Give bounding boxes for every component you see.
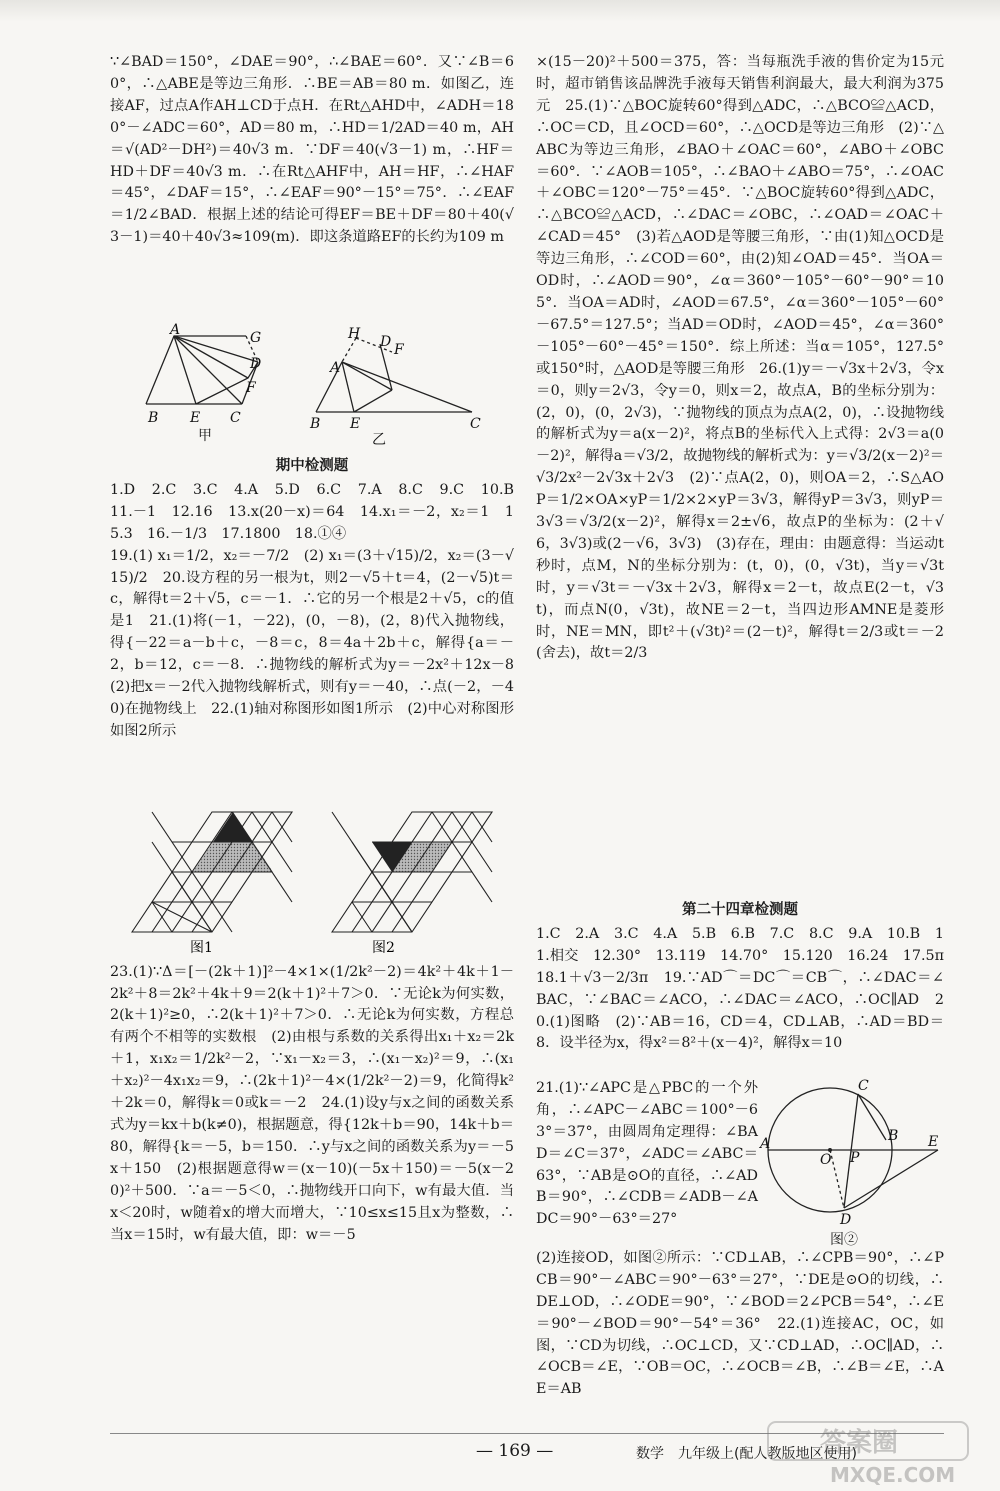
circle-label-E: E (928, 1133, 939, 1150)
circle-label-D: D (840, 1211, 852, 1228)
figure-caption-jia: 甲 (198, 428, 212, 444)
label-F2: F (394, 342, 404, 358)
answer-text-block: ∵∠BAD＝150°，∠DAE＝90°，∴∠BAE＝60°．又∵∠B＝60°，∴△ABE是等边三角形．∴BE＝AB＝80 m．如图乙，连接AF，过点A作AH⊥CD于点H．在Rt△AHD中，∠ADH＝180°－∠ADC＝60°，AD＝80 m，∴HD＝1/2AD＝40 m，AH＝√(AD²－DH²)＝40√3 m．∵DF＝40(√3－1) m，∴HF＝HD＋DF＝40√3 m．∴在Rt△AHF中，AH＝HF，∴∠HAF＝45°，∠DAF＝15°，∴∠EAF＝90°－15°＝75°．∴∠EAF＝1/2∠BAD．根据上述的结论可得EF＝BE＋DF＝80＋40(√3－1)＝40＋40√3≈109(m)．即这条道路EF的长约为109 m (110, 54, 514, 246)
label-E: E (190, 410, 201, 426)
label-D: D (250, 356, 262, 372)
answer-key-block-2: 1.C 2.A 3.C 4.A 5.B 6.B 7.C 8.C 9.A 10.B 11.相交 12.30° 13.119 14.70° 15.120 16.24 17.5π 18.1＋√3－2/3π 19.∵AD⌒＝DC⌒＝CB⌒，∴∠DAC＝∠BAC，∵∠BAC＝∠ACO，∴∠DAC＝∠ACO，∴OC∥AD 20.(1)图略 (2)∵AB＝16，CD＝4，CD⊥AB，∴AD＝BD＝8．设半径为x，得x²＝8²＋(x－4)²，解得x＝10 (536, 925, 959, 1052)
answer-text-block-21: 21.(1)∵∠APC是△PBC的一个外角，∴∠APC－∠ABC＝100°－63°＝37°，由圆周角定理得：∠BAD＝∠C＝37°，∠ADC＝∠ABC＝63°，∵AB是⊙O的直径，∴∠ADB＝90°，∴∠CDB＝∠ADB－∠ADC＝90°－63°＝27° (536, 1079, 758, 1228)
footer-subject-text: 数学 九年级上(配人教版地区使用) (636, 1446, 857, 1462)
figure-grids (110, 810, 514, 960)
figure-jia-yi (110, 322, 514, 454)
figure-caption-2: 图2 (372, 939, 395, 956)
label-B2: B (310, 416, 321, 432)
section-title-midterm: 期中检测题 (275, 458, 349, 474)
answer-text-block-24-26: ×(15－20)²＋500＝375，答：当每瓶洗手液的售价定为15元时，超市销售该品牌洗手液每天销售利润最大，最大利润为375元 25.(1)∵△BOC旋转60°得到△ADC，∴△BCO≌△ACD，∴OC＝CD，且∠OCD＝60°，∴△OCD是等边三角形 (2)∵△ABC为等边三角形，∠BAO＋∠OAC＝60°，∠ABO＋∠OBC＝60°．∵∠AOB＝105°，∴∠BAO＋∠ABO＝75°，∴∠OAC＋∠OBC＝120°－75°＝45°．∵△BOC旋转60°得到△ADC，∴△BCO≌△ACD，∴∠DAC＝∠OBC，∴∠OAD＝∠OAC＋∠CAD＝45° (3)若△AOD是等腰三角形，∵由(1)知△OCD是等边三角形，∴∠COD＝60°，由(2)知∠OAD＝45°．当OA＝OD时，∴∠AOD＝90°，∠α＝360°－105°－60°－90°＝105°．当OA＝AD时，∠AOD＝67.5°，∠α＝360°－105°－60°－67.5°＝127.5°；当AD＝OD时，∠AOD＝45°，∠α＝360°－105°－60°－45°＝150°．综上所述：当α＝105°，127.5°或150°时，△AOD是等腰三角形 26.(1)y＝－√3x＋2√3，令x＝0，则y＝2√3，令y＝0，则x＝2，故点A，B的坐标分别为：(2，0)，(0，2√3)，∵抛物线的顶点为点A(2，0)，∴设抛物线的解析式为y＝a(x－2)²，将点B的坐标代入上式得：2√3＝a(0－2)²，解得a＝√3/2，故抛物线的解析式为：y＝√3/2(x－2)²＝√3/2x²－2√3x＋2√3 (2)∵点A(2，0)，则OA＝2，∴S△AOP＝1/2×OA×yP＝1/2×2×yP＝3√3，解得yP＝3√3，则yP＝3√3＝√3/2(x－2)²，解得x＝2±√6，故点P的坐标为：(2＋√6，3√3)或(2－√6，3√3) (3)存在，理由：由题意得：当运动t秒时，点M，N的坐标分别为：(t，0)，(0，√3t)，当y＝√3t时，y＝√3t＝－√3x＋2√3，解得x＝2－t，故点E(2－t，√3t)，而点N(0，√3t)，故NE＝2－t，当四边形AMNE是菱形时，NE＝MN，即t²＋(√3t)²＝(2－t)²，解得t＝2/3或t＝－2(舍去)，故t＝2/3 (536, 54, 944, 662)
circle-label-B: B (888, 1127, 899, 1144)
page-number: — 169 — (476, 1441, 554, 1461)
figure-caption-1: 图1 (190, 939, 213, 956)
figure-circle-caption: 图② (830, 1231, 858, 1248)
circle-label-C: C (858, 1077, 869, 1094)
answer-text-block-21b-22: (2)连接OD，如图②所示：∵CD⊥AB，∴∠CPB＝90°，∴∠PCB＝90°－∠ABC＝90°－63°＝27°，∵DE是⊙O的切线，∴DE⊥OD，∴∠ODE＝90°，∵∠BOD＝2∠PCB＝54°，∴∠E＝90°－∠BOD＝90°－54°＝36° 22.(1)连接AC，OC，如图，∵CD为切线，∴OC⊥CD，又∵CD⊥AD，∴OC∥AD，∴∠OCB＝∠E，∵OB＝OC，∴∠OCB＝∠B，∴∠B＝∠E，∴AE＝AB (536, 1249, 944, 1398)
label-C: C (230, 410, 241, 426)
q21-with-figure (536, 1078, 944, 1248)
watermark-text: 答案圈 (820, 1428, 899, 1458)
label-F: F (246, 380, 256, 396)
grid-figure-2 (332, 812, 492, 956)
grid-figure-1 (132, 812, 292, 956)
right-column (536, 52, 959, 1423)
answer-text-block-19-22: 19.(1) x₁＝1/2，x₂＝－7/2 (2) x₁＝(3＋√15)/2，x₂＝(3－√15)/2 20.设方程的另一根为t，则2－√5＋t＝4，(2－√5)t＝c，解得t＝2＋√5，c＝－1．∴它的另一个根是2＋√5，c的值是1 21.(1)将(－1，－22)，(0，－8)，(2，8)代入抛物线，得{－22＝a－b＋c，－8＝c，8＝4a＋2b＋c，解得{a＝－2，b＝12，c＝－8．∴抛物线的解析式为y＝－2x²＋12x－8 (2)把x＝－2代入抛物线解析式，则有y＝－40，∴点(－2，－40)在抛物线上 22.(1)轴对称图形如图1所示 (2)中心对称图形如图2所示 (110, 547, 529, 739)
watermark-url: MXQE.COM (830, 1463, 956, 1487)
label-D2: D (380, 334, 392, 350)
label-C2: C (470, 416, 481, 432)
figure-circle (760, 1078, 944, 1228)
label-A2: A (330, 360, 341, 376)
circle-label-P: P (850, 1149, 860, 1166)
answer-text-block-23-24: 23.(1)∵Δ＝[－(2k＋1)]²－4×1×(1/2k²－2)＝4k²＋4k＋1－2k²＋8＝2k²＋4k＋9＝2(k＋1)²＋7＞0．∵无论k为何实数，2(k＋1)²≥0，∴2(k＋1)²＋7＞0．∴无论k为何实数，方程总有两个不相等的实数根 (2)由根与系数的关系得出x₁＋x₂＝2k＋1，x₁x₂＝1/2k²－2，∵x₁－x₂＝3，∴(x₁－x₂)²＝9，∴(x₁＋x₂)²－4x₁x₂＝9，∴(2k＋1)²－4×(1/2k²－2)＝9，化简得k²＋2k＝0，解得k＝0或k＝－2 24.(1)设y与x之间的函数关系式为y＝kx＋b(k≠0)，根据题意，得{12k＋b＝90，14k＋b＝80，解得{k＝－5，b＝150．∴y与x之间的函数关系为y＝－5x＋150 (2)根据题意得w＝(x－10)(－5x＋150)＝－5(x－20)²＋500．∵a＝－5＜0，∴抛物线开口向下，w有最大值．当x＜20时，w随着x的增大而增大，∵10≤x≤15且x为整数，∴当x＝15时，w有最大值，即：w＝－5 (110, 963, 514, 1243)
label-H: H (348, 326, 361, 342)
circle-label-O: O (820, 1151, 832, 1168)
left-column (110, 52, 529, 1334)
watermark-logo (760, 1420, 990, 1488)
label-E2: E (350, 416, 361, 432)
section-title-chapter-24: 第二十四章检测题 (682, 902, 798, 918)
circle-label-A: A (760, 1135, 771, 1152)
label-B: B (148, 410, 159, 426)
figure-caption-yi: 乙 (372, 432, 386, 448)
label-A: A (170, 322, 181, 338)
answer-key-block: 1.D 2.C 3.C 4.A 5.D 6.C 7.A 8.C 9.C 10.B 11.－1 12.16 13.x(20－x)＝64 14.x₁＝－2，x₂＝1 15.3 16.－1/3 17.1800 18.①④ (110, 481, 529, 542)
top-scan-edge (0, 0, 1000, 22)
label-G: G (250, 330, 262, 346)
